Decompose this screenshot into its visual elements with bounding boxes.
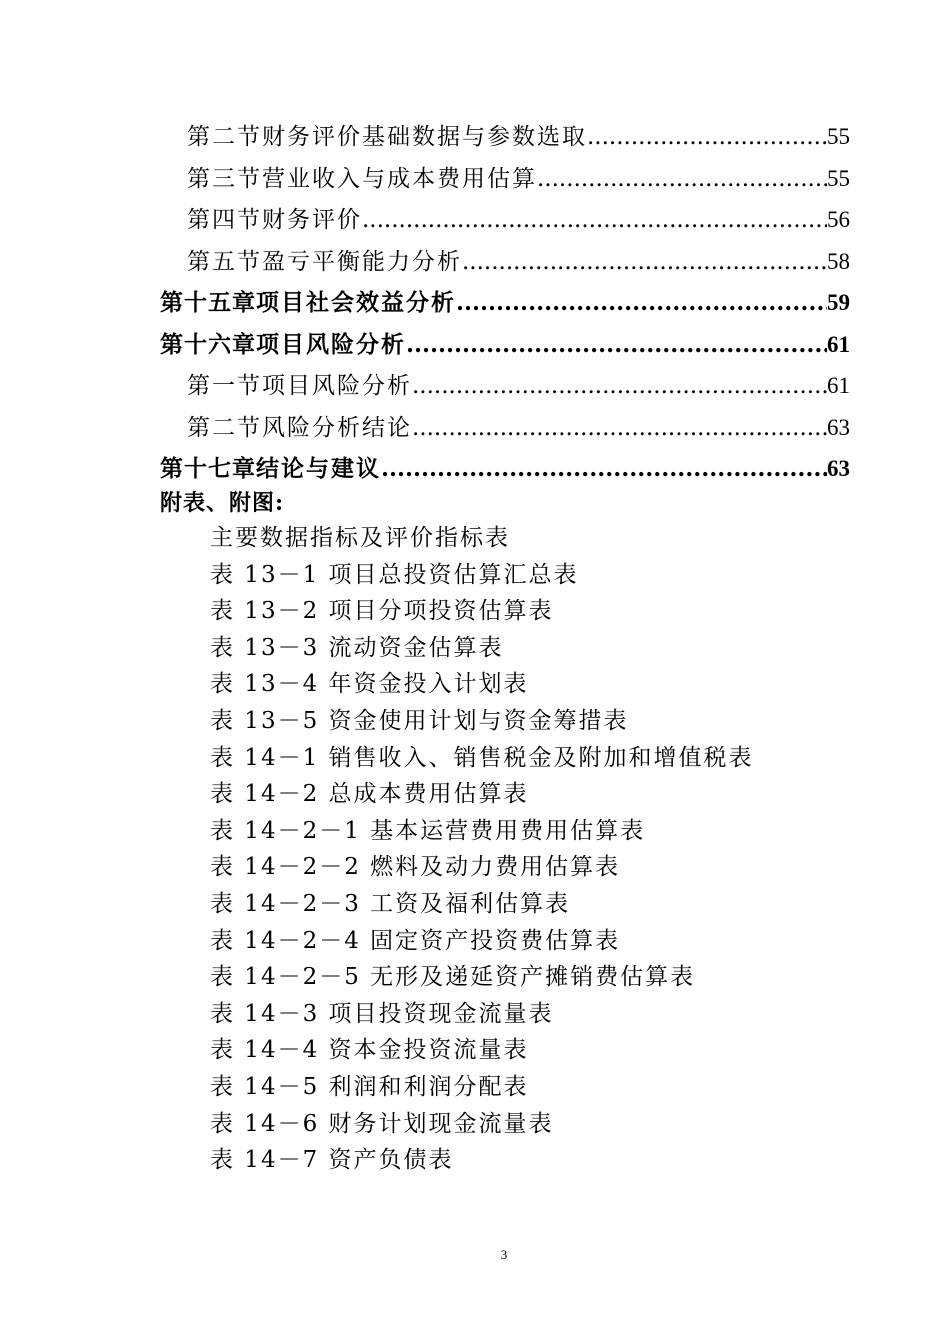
toc-entry-page: 55 — [827, 124, 850, 149]
appendix-item[interactable]: 表 14－6 财务计划现金流量表 — [210, 1110, 554, 1137]
toc-entry-label: 第三节 — [187, 165, 262, 192]
appendix-item[interactable]: 表 13－5 资金使用计划与资金筹措表 — [210, 707, 629, 734]
toc-entry-label: 第二节 — [187, 124, 262, 150]
appendix-item[interactable]: 表 14－1 销售收入、销售税金及附加和增值税表 — [210, 744, 754, 771]
toc-dot-leader — [412, 366, 827, 408]
table-of-contents — [160, 116, 850, 490]
appendix-item[interactable]: 表 13－2 项目分项投资估算表 — [210, 598, 554, 625]
appendix-item[interactable]: 表 14－7 资产负债表 — [210, 1147, 454, 1174]
appendix-item[interactable]: 表 14－2－1 基本运营费用费用估算表 — [210, 817, 646, 844]
appendix-item[interactable]: 表 14－2－2 燃料及动力费用估算表 — [210, 854, 621, 881]
toc-entry-title: 风险分析结论 — [262, 414, 412, 441]
toc-dot-leader — [587, 117, 827, 159]
toc-entry-label: 第四节 — [187, 207, 262, 233]
toc-entry-title: 财务评价基础数据与参数选取 — [262, 124, 587, 150]
toc-entry-page: 59 — [827, 290, 850, 315]
appendix-item[interactable]: 表 14－2－4 固定资产投资费估算表 — [210, 927, 621, 954]
appendix-item[interactable]: 表 13－1 项目总投资估算汇总表 — [210, 561, 579, 588]
appendix-item[interactable]: 表 14－3 项目投资现金流量表 — [210, 1000, 554, 1027]
toc-entry-title: 项目风险分析 — [256, 330, 406, 358]
toc-entry-page: 63 — [827, 414, 850, 440]
toc-entry[interactable] — [160, 199, 850, 241]
toc-entry-page: 56 — [827, 207, 850, 232]
page-number: 3 — [500, 1247, 508, 1262]
appendix-item[interactable]: 表 14－4 资本金投资流量表 — [210, 1037, 529, 1064]
toc-dot-leader — [537, 159, 827, 201]
appendix-item[interactable]: 表 13－3 流动资金估算表 — [210, 634, 504, 661]
appendix-item[interactable]: 主要数据指标及评价指标表 — [210, 525, 510, 551]
toc-entry-label: 第十七章 — [160, 455, 256, 482]
toc-entry-label: 第一节 — [187, 373, 262, 399]
toc-entry[interactable] — [160, 116, 850, 158]
toc-entry-page: 61 — [827, 331, 850, 357]
toc-entry-title: 结论与建议 — [256, 455, 381, 482]
toc-dot-leader — [362, 200, 827, 242]
appendix-item[interactable]: 表 14－2－3 工资及福利估算表 — [210, 890, 571, 917]
toc-entry[interactable] — [160, 241, 850, 283]
appendix-item[interactable]: 表 14－5 利润和利润分配表 — [210, 1073, 529, 1100]
toc-dot-leader — [456, 282, 827, 324]
toc-dot-leader — [462, 242, 827, 284]
toc-dot-leader — [412, 408, 827, 450]
appendix-item[interactable]: 表 14－2－5 无形及递延资产摊销费估算表 — [210, 964, 696, 991]
toc-entry-label: 第二节 — [187, 414, 262, 441]
toc-dot-leader — [406, 324, 827, 366]
toc-chapter-entry[interactable] — [160, 282, 850, 324]
toc-entry-page: 61 — [827, 373, 850, 398]
toc-entry-label: 第十六章 — [160, 330, 256, 358]
toc-entry[interactable] — [160, 365, 850, 407]
toc-entry-page: 58 — [827, 248, 850, 274]
toc-entry-page: 63 — [827, 456, 850, 481]
toc-chapter-entry[interactable] — [160, 448, 850, 490]
toc-dot-leader — [381, 448, 827, 490]
toc-entry-title: 项目社会效益分析 — [256, 289, 456, 316]
toc-entry-label: 第十五章 — [160, 289, 256, 316]
appendix-list — [210, 520, 754, 1179]
toc-chapter-entry[interactable] — [160, 324, 850, 366]
toc-entry-title: 财务评价 — [262, 207, 362, 233]
toc-entry[interactable] — [160, 158, 850, 200]
toc-entry-title: 营业收入与成本费用估算 — [262, 165, 537, 192]
toc-entry-title: 项目风险分析 — [262, 373, 412, 399]
toc-entry-label: 第五节 — [187, 248, 262, 275]
appendix-item[interactable]: 表 14－2 总成本费用估算表 — [210, 781, 529, 808]
toc-entry-title: 盈亏平衡能力分析 — [262, 248, 462, 275]
appendix-heading: 附表、附图: — [160, 490, 285, 516]
toc-entry-page: 55 — [827, 165, 850, 191]
appendix-item[interactable]: 表 13－4 年资金投入计划表 — [210, 671, 529, 698]
toc-entry[interactable] — [160, 407, 850, 449]
